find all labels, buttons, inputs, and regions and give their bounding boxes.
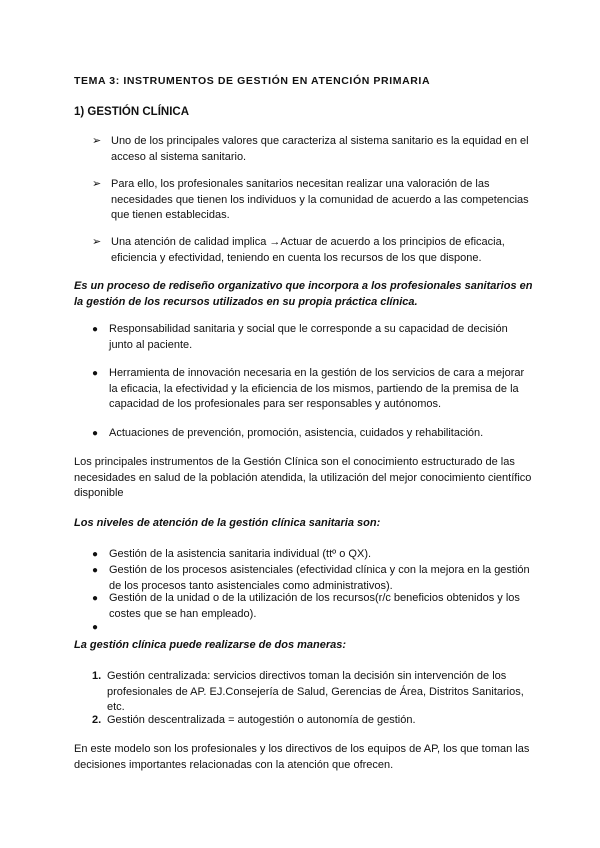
bullet-list-item-text: Gestión de los procesos asistenciales (efectividad clínica y con la mejora en la gestión de los procesos tanto asistenciales como administrativos). xyxy=(109,564,530,592)
dot-bullet-icon: ● xyxy=(92,593,99,604)
dot-bullet-icon: ● xyxy=(92,428,99,439)
bullet-list-item xyxy=(92,366,532,413)
section-heading-gestion-clinica: 1) GESTIÓN CLÍNICA xyxy=(74,106,190,118)
closing-paragraph: En este modelo son los profesionales y los directivos de los equipos de AP, los que toman las decisiones importantes relacionadas con la atención que ofrecen. xyxy=(74,743,530,771)
dot-bullet-icon: ● xyxy=(92,622,99,633)
numbered-list-item xyxy=(92,713,532,729)
list-number: 2. xyxy=(92,714,102,726)
arrow-list-item xyxy=(92,134,532,165)
bullet-list-item-text: Responsabilidad sanitaria y social que le corresponde a su capacidad de decisión junto al paciente. xyxy=(109,323,508,351)
arrow-bullet-icon: ➢ xyxy=(92,135,102,147)
dot-bullet-icon: ● xyxy=(92,565,99,576)
ways-heading: La gestión clínica puede realizarse de dos maneras: xyxy=(74,639,347,651)
dot-bullet-icon: ● xyxy=(92,324,99,335)
bullet-list-item-text: Actuaciones de prevención, promoción, asistencia, cuidados y rehabilitación. xyxy=(109,427,484,439)
bullet-list-item xyxy=(92,547,532,563)
arrow-bullet-icon: ➢ xyxy=(92,178,102,190)
document-title: TEMA 3: INSTRUMENTOS DE GESTIÓN EN ATENCIÓN PRIMARIA xyxy=(74,75,431,87)
numbered-list-item-text: Gestión descentralizada = autogestión o autonomía de gestión. xyxy=(107,714,416,726)
definition-paragraph: Es un proceso de rediseño organizativo que incorpora a los profesionales sanitarios en la gestión de los recursos utilizados en su propia práctica clínica. xyxy=(74,280,533,308)
bullet-list-item-text: Herramienta de innovación necesaria en la gestión de los servicios de cara a mejorar la eficacia, la efectividad y la eficiencia de los mismos, partiendo de la premisa de la capacidad de los profesionales para ser responsables y autónomos. xyxy=(109,367,525,410)
bullet-list-item xyxy=(92,322,532,353)
bullet-list-item xyxy=(92,563,532,594)
list-number: 1. xyxy=(92,670,102,682)
arrow-bullet-icon: ➢ xyxy=(92,236,102,248)
dot-bullet-icon: ● xyxy=(92,368,99,379)
bullet-list-item xyxy=(92,426,532,442)
bullet-list-item xyxy=(92,591,532,622)
arrow-list-item-text: Uno de los principales valores que caracteriza al sistema sanitario es la equidad en el acceso al sistema sanitario. xyxy=(111,135,529,163)
levels-heading: Los niveles de atención de la gestión clínica sanitaria son: xyxy=(74,517,381,529)
arrow-list-item-text: Una atención de calidad implica →Actuar de acuerdo a los principios de eficacia, eficiencia y efectividad, teniendo en cuenta los recursos de los que dispone. xyxy=(111,236,505,264)
bullet-list-item-text: Gestión de la asistencia sanitaria individual (ttº o QX). xyxy=(109,548,372,560)
bullet-list-item-text: Gestión de la unidad o de la utilización de los recursos(r/c beneficios obtenidos y los costes que se han empleado). xyxy=(109,592,520,620)
numbered-list-item xyxy=(92,669,532,716)
dot-bullet-icon: ● xyxy=(92,549,99,560)
arrow-list-item xyxy=(92,177,532,224)
arrow-list-item-text: Para ello, los profesionales sanitarios necesitan realizar una valoración de las necesidades que tienen los individuos y la comunidad de acuerdo a las competencias que tienen establecidas. xyxy=(111,178,529,221)
arrow-list-item xyxy=(92,235,532,266)
instruments-paragraph: Los principales instrumentos de la Gestión Clínica son el conocimiento estructurado de las necesidades en salud de la población atendida, la utilización del mejor conocimiento científico disponible xyxy=(74,456,532,499)
numbered-list-item-text: Gestión centralizada: servicios directivos toman la decisión sin intervención de los profesionales de AP. EJ.Consejería de Salud, Gerencias de Área, Distritos Sanitarios, etc. xyxy=(107,670,524,713)
